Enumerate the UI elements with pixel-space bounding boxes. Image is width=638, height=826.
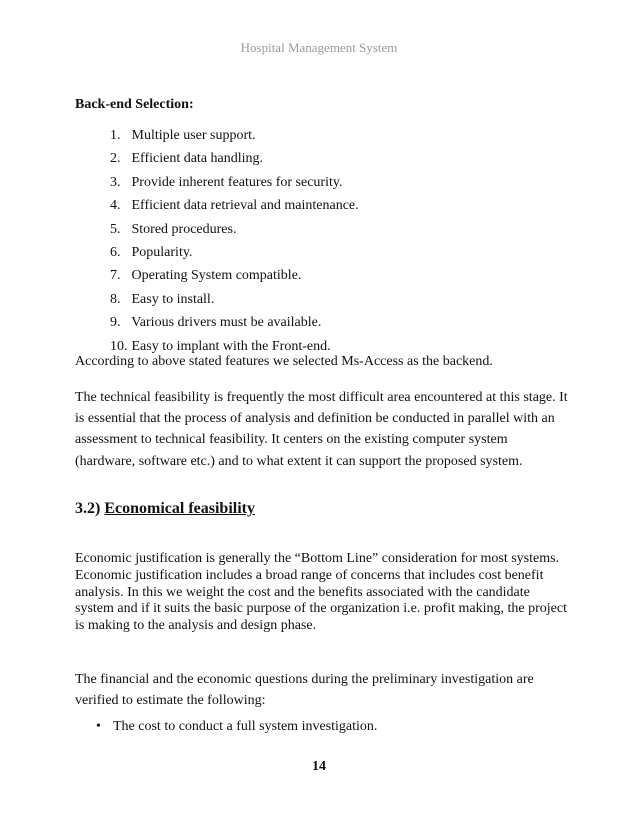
list-item: 7. Operating System compatible. [110,268,302,284]
list-item: 1. Multiple user support. [110,128,256,143]
running-header: Hospital Management System [240,40,398,55]
technical-feasibility-paragraph [75,387,568,472]
list-item: 9. Various drivers must be available. [110,315,322,331]
list-item: 3. Provide inherent features for security. [110,174,343,190]
paragraph-line: Economic justification includes a broad range of concerns that includes cost benefit [75,567,544,583]
bullet-icon: • [96,719,101,734]
list-item: 2. Efficient data handling. [110,151,264,167]
page-number: 14 [312,759,326,774]
list-item: 10. Easy to implant with the Front-end. [110,338,331,354]
paragraph-line: analysis. In this we weight the cost and the benefits associated with the candidate [75,584,530,600]
paragraph-line: is making to the analysis and design phase. [75,618,317,634]
list-item: • The cost to conduct a full system investigation. [96,719,378,734]
economical-feasibility-heading [75,500,255,518]
estimate-bullet-list [96,719,377,735]
list-item: 8. Easy to install. [110,291,215,307]
list-item: 5. Stored procedures. [110,221,237,237]
backend-selection-heading: Back-end Selection: [75,97,194,112]
paragraph-line: system and if it suits the basic purpose of the organization i.e. profit making, the project [75,601,567,617]
economic-justification-paragraph [75,551,567,635]
paragraph-line: (hardware, software etc.) and to what extent it can support the proposed system. [75,453,523,469]
backend-feature-list [110,128,359,362]
paragraph-line: Economic justification is generally the “Bottom Line” consideration for most systems. [75,551,560,566]
list-item: 4. Efficient data retrieval and maintenance. [110,198,359,214]
financial-questions-paragraph [75,669,534,711]
backend-conclusion: According to above stated features we selected Ms-Access as the backend. [75,354,493,369]
paragraph-line: is essential that the process of analysis and definition be conducted in parallel with an [75,411,555,427]
section-number: 3.2) [75,500,101,517]
paragraph-line: The technical feasibility is frequently the most difficult area encountered at this stage. It [75,390,568,405]
paragraph-line: verified to estimate the following: [75,693,266,708]
paragraph-line: The financial and the economic questions during the preliminary investigation are [75,672,534,687]
paragraph-line: assessment to technical feasibility. It centers on the existing computer system [75,432,508,448]
section-title: Economical feasibility [104,500,255,517]
list-item: 6. Popularity. [110,244,193,260]
